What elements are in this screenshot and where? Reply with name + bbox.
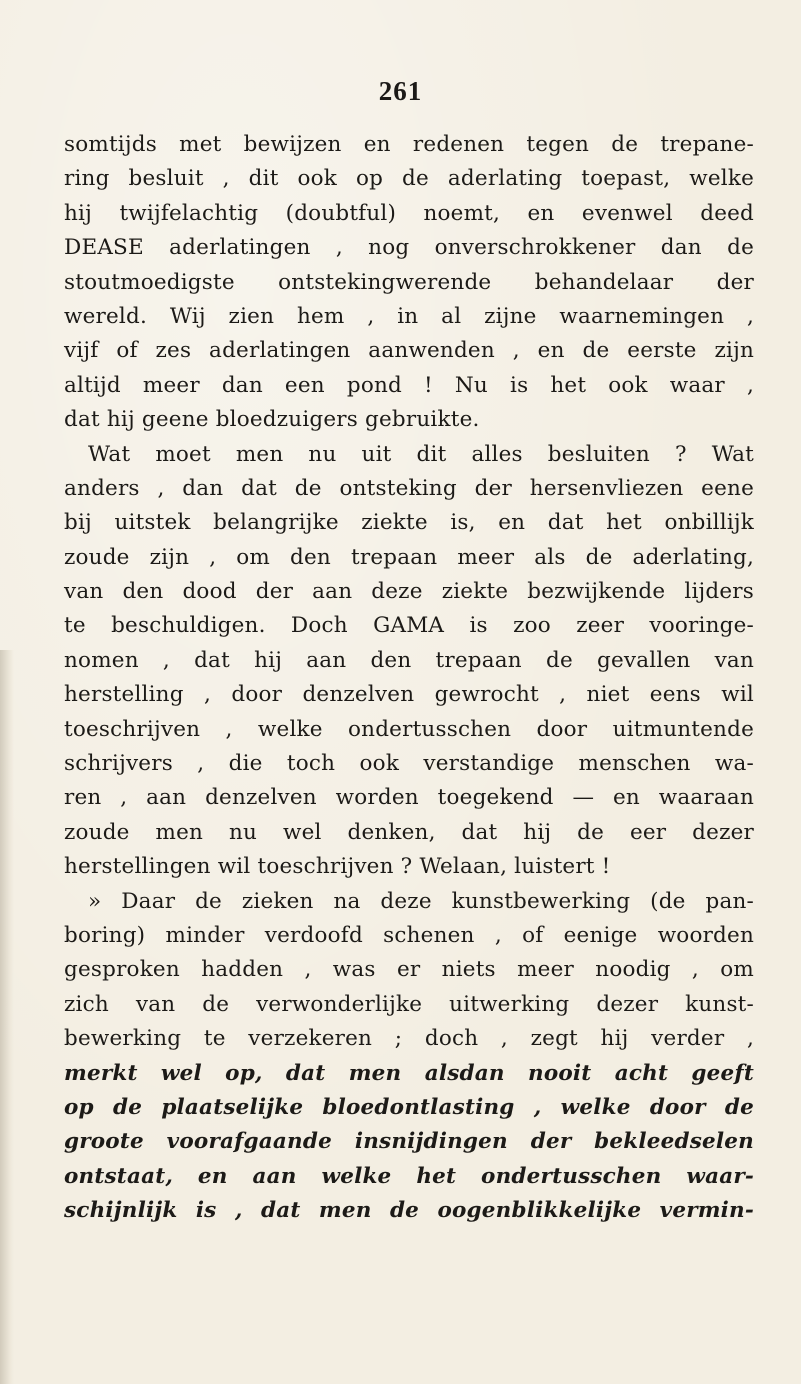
text-line: toeschrijven , welke ondertusschen door uitmuntende xyxy=(64,716,754,742)
page-number: 261 xyxy=(378,76,423,106)
text-line: dat hij geene bloedzuigers gebruikte. xyxy=(64,407,480,433)
text-line: te beschuldigen. Doch GAMA is zoo zeer vooringe- xyxy=(64,613,754,639)
text-line: zoude zijn , om den trepaan meer als de aderlating, xyxy=(64,544,754,570)
text-line: somtijds met bewijzen en redenen tegen de trepane- xyxy=(64,132,754,157)
text-line: zich van de verwonderlijke uitwerking dezer kunst- xyxy=(64,991,754,1017)
text-line: gesproken hadden , was er niets meer noodig , om xyxy=(64,957,754,983)
body-text xyxy=(64,128,754,1229)
text-line: boring) minder verdoofd schenen , of eenige woorden xyxy=(64,922,754,948)
text-line: vijf of zes aderlatingen aanwenden , en de eerste zijn xyxy=(64,338,754,364)
text-line: zoude men nu wel denken, dat hij de eer dezer xyxy=(64,819,754,845)
text-line: ontstaat, en aan welke het ondertusschen waar- xyxy=(64,1163,754,1189)
text-line: ring besluit , dit ook op de aderlating toepast, welke xyxy=(64,166,754,192)
text-line: herstelling , door denzelven gewrocht , niet eens wil xyxy=(64,682,754,708)
text-line: DEASE aderlatingen , nog onverschrokkener dan de xyxy=(64,235,754,261)
text-line: schrijvers , die toch ook verstandige menschen wa- xyxy=(64,751,754,777)
text-line: Wat moet men nu uit dit alles besluiten ? Wat xyxy=(88,441,754,467)
page-binding-shadow xyxy=(0,650,14,1384)
text-line: schijnlijk is , dat men de oogenblikkelijke vermin- xyxy=(64,1198,754,1224)
text-line: herstellingen wil toeschrijven ? Welaan, luistert ! xyxy=(64,854,611,880)
text-line: merkt wel op, dat men alsdan nooit acht geeft xyxy=(64,1060,754,1086)
text-line: van den dood der aan deze ziekte bezwijkende lijders xyxy=(64,579,754,605)
text-line: bij uitstek belangrijke ziekte is, en dat het onbillijk xyxy=(64,510,754,536)
text-line: » Daar de zieken na deze kunstbewerking (de pan- xyxy=(88,888,754,914)
text-line: bewerking te verzekeren ; doch , zegt hij verder , xyxy=(64,1026,754,1052)
text-line: nomen , dat hij aan den trepaan de gevallen van xyxy=(64,647,754,673)
text-line: hij twijfelachtig (doubtful) noemt, en evenwel deed xyxy=(64,200,754,226)
text-line: anders , dan dat de ontsteking der hersenvliezen eene xyxy=(64,475,754,501)
text-line: altijd meer dan een pond ! Nu is het ook waar , xyxy=(64,372,754,398)
text-line: wereld. Wij zien hem , in al zijne waarnemingen , xyxy=(64,303,754,329)
text-line: ren , aan denzelven worden toegekend — en waaraan xyxy=(64,785,754,811)
text-line: stoutmoedigste ontstekingwerende behandelaar der xyxy=(64,269,754,295)
text-line: groote voorafgaande insnijdingen der bekleedselen xyxy=(64,1129,754,1155)
text-line: op de plaatselijke bloedontlasting , welke door de xyxy=(64,1094,754,1120)
